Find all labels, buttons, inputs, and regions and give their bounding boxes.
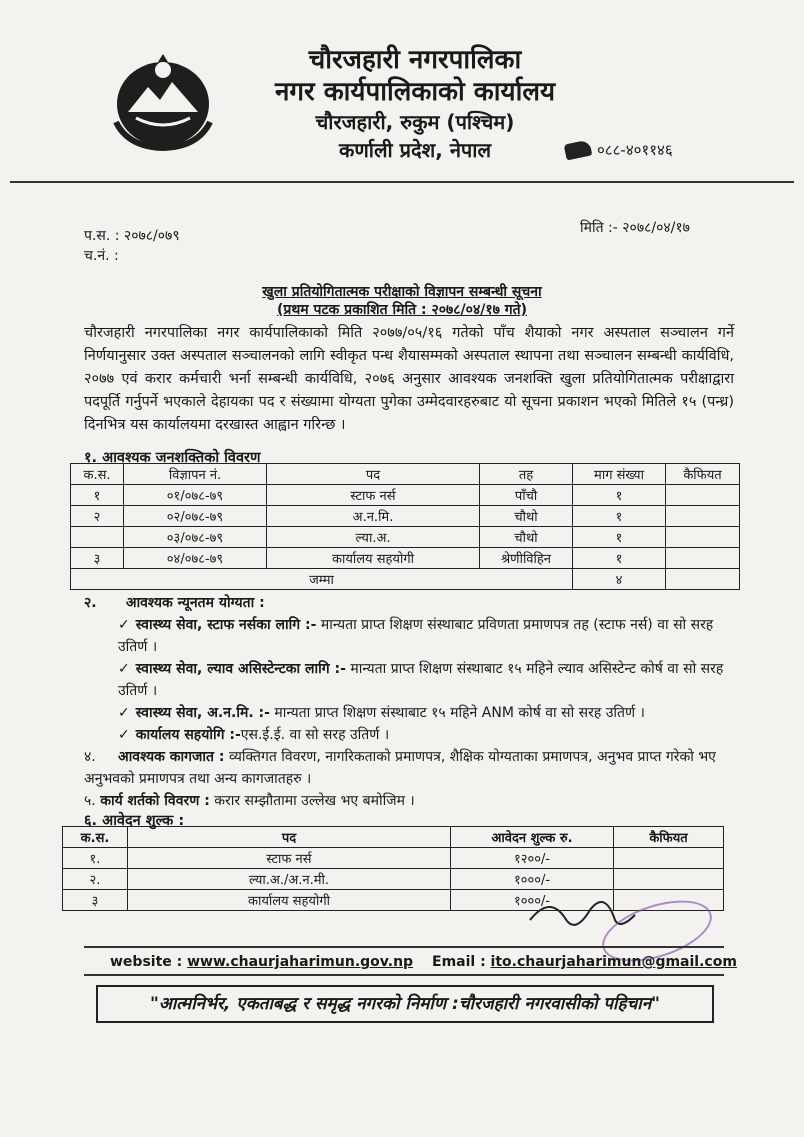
total-value: ४ — [573, 569, 666, 590]
table-header-row — [63, 827, 724, 848]
table-cell: ३ — [63, 890, 128, 911]
table-row — [71, 485, 740, 506]
table-header: विज्ञापन नं. — [124, 464, 267, 485]
table-cell: पाँचौ — [480, 485, 573, 506]
table-cell: स्टाफ नर्स — [267, 485, 480, 506]
table-cell: १२००/- — [451, 848, 614, 869]
municipality-name: चौरजहारी नगरपालिका — [308, 45, 522, 75]
table-cell: १०००/- — [451, 869, 614, 890]
table-cell: १ — [573, 485, 666, 506]
table-cell: स्टाफ नर्स — [128, 848, 451, 869]
requirement-item: ✓ स्वास्थ्य सेवा, ल्याव असिस्टेन्टका लागि :- मान्यता प्राप्त शिक्षण संस्थाबाट १५ महिने ल्याव असिस्टेन्ट कोर्ष वा सो सरह उतिर्ण । — [118, 661, 724, 699]
table-cell: ०२/०७८-७९ — [124, 506, 267, 527]
table-cell — [666, 527, 740, 548]
table-header-row — [71, 464, 740, 485]
manpower-table — [70, 463, 740, 590]
table-cell: ल्या.अ./अ.न.मी. — [128, 869, 451, 890]
footer-divider — [84, 946, 724, 948]
table-cell: १ — [71, 485, 124, 506]
table-header: पद — [128, 827, 451, 848]
check-icon: ✓ — [118, 705, 130, 721]
notice-body: चौरजहारी नगरपालिका नगर कार्यपालिकाको मिति २०७७/०५/१६ गतेको पाँच शैयाको नगर अस्पताल सञ्चालन गर्ने निर्णयानुसार उक्त अस्पताल सञ्चालनको लागि स्वीकृत पन्ध शैयासम्मको अस्पताल स्थापना तथा सञ्चालन सम्बन्धी कार्यविधि, २०७७ एवं करार कर्मचारी भर्ना सम्बन्धी कार्यविधि, २०७६ अनुसार आवश्यक जनशक्ति खुला प्रतियोगितात्मक परीक्षाद्वारा पदपूर्ति गर्नुपर्ने भएकाले देहायका पद र संख्यामा योग्यता पुगेका उम्मेदवारहरुबाट यो सूचना प्रकाशन भएको मितिले १५ (पन्ध्र) दिनभित्र यस कार्यालयमा दरखास्त आह्वान गरिन्छ । — [84, 325, 734, 433]
table-cell — [71, 527, 124, 548]
province-name: कर्णाली प्रदेश, नेपाल — [338, 138, 492, 162]
table-cell: चौथो — [480, 527, 573, 548]
table-cell — [666, 485, 740, 506]
letter-number: प.स. : २०७८/०७९ — [84, 228, 180, 244]
table-row — [71, 548, 740, 569]
phone-number: ०८८-४०११४६ — [597, 141, 673, 159]
table-row — [63, 869, 724, 890]
table-cell — [614, 848, 724, 869]
notice-title: खुला प्रतियोगितात्मक परीक्षाको विज्ञापन सम्बन्धी सूचना — [262, 284, 542, 300]
table-header: तह — [480, 464, 573, 485]
section-6-heading: ६. आवेदन शुल्क : — [84, 813, 185, 829]
table-cell: १. — [63, 848, 128, 869]
table-cell: चौथो — [480, 506, 573, 527]
table-cell: १ — [573, 506, 666, 527]
header-divider — [10, 181, 794, 183]
table-total-row — [71, 569, 740, 590]
table-cell: कार्यालय सहयोगी — [267, 548, 480, 569]
table-header: आवेदन शुल्क रु. — [451, 827, 614, 848]
table-cell: १ — [573, 527, 666, 548]
office-location: चौरजहारी, रुकुम (पश्चिम) — [315, 110, 515, 134]
table-row — [63, 848, 724, 869]
requirement-item: ✓ कार्यालय सहयोगि :-एस.ई.ई. वा सो सरह उतिर्ण । — [118, 727, 390, 743]
table-header: कैफियत — [666, 464, 740, 485]
table-cell — [666, 569, 740, 590]
website-info: website : www.chaurjaharimun.gov.np — [110, 954, 414, 970]
table-row — [71, 527, 740, 548]
check-icon: ✓ — [118, 727, 130, 743]
phone-contact — [565, 140, 673, 160]
table-cell: ०१/०७८-७९ — [124, 485, 267, 506]
nepal-emblem-icon — [108, 52, 218, 152]
table-cell: ३ — [71, 548, 124, 569]
table-cell — [666, 548, 740, 569]
dispatch-number: च.नं. : — [84, 248, 119, 264]
check-icon: ✓ — [118, 661, 130, 677]
table-header: क.स. — [63, 827, 128, 848]
requirement-item: ✓ स्वास्थ्य सेवा, स्टाफ नर्सका लागि :- मान्यता प्राप्त शिक्षण संस्थाबाट प्रविणता प्रमाणपत्र तह (स्टाफ नर्स) वा सो सरह उतिर्ण । — [118, 617, 714, 655]
requirement-item: ✓ स्वास्थ्य सेवा, अ.न.मि. :- मान्यता प्राप्त शिक्षण संस्थाबाट १५ महिने ANM कोर्ष वा सो सरह उतिर्ण । — [118, 705, 645, 721]
table-cell: कार्यालय सहयोगी — [128, 890, 451, 911]
table-cell: १०००/- — [451, 890, 614, 911]
table-cell — [666, 506, 740, 527]
table-cell: ०३/०७८-७९ — [124, 527, 267, 548]
table-cell: श्रेणीविहिन — [480, 548, 573, 569]
municipality-slogan: "आत्मनिर्भर, एकताबद्ध र समृद्ध नगरको निर्माण :चौरजहारी नगरवासीको पहिचान" — [96, 985, 714, 1023]
table-header: कैफियत — [614, 827, 724, 848]
section-4: ४. आवश्यक कागजात : व्यक्तिगत विवरण, नागरिकताको प्रमाणपत्र, शैक्षिक योग्यताका प्रमाणपत्र, अनुभव प्राप्त गरेको भए अनुभवको प्रमाणपत्र तथा अन्य कागजातहरु । — [84, 749, 716, 787]
table-cell — [614, 869, 724, 890]
table-cell: १ — [573, 548, 666, 569]
table-cell: ल्या.अ. — [267, 527, 480, 548]
table-cell: ०४/०७८-७९ — [124, 548, 267, 569]
notice-subtitle: (प्रथम पटक प्रकाशित मिति : २०७८/०४/१७ गते) — [276, 302, 528, 318]
section-1-heading: १. आवश्यक जनशक्तिको विवरण — [84, 450, 261, 466]
website-link[interactable]: www.chaurjaharimun.gov.np — [187, 954, 414, 970]
table-cell: २ — [71, 506, 124, 527]
section-2-heading: २. आवश्यक न्यूनतम योग्यता : — [84, 595, 265, 611]
email-info: Email : ito.chaurjaharimun@gmail.com — [432, 954, 737, 970]
table-row — [71, 506, 740, 527]
table-header: पद — [267, 464, 480, 485]
office-header — [250, 44, 580, 164]
phone-icon — [564, 139, 593, 160]
table-cell: २. — [63, 869, 128, 890]
office-name: नगर कार्यपालिकाको कार्यालय — [274, 77, 556, 107]
table-cell: अ.न.मि. — [267, 506, 480, 527]
table-header: माग संख्या — [573, 464, 666, 485]
email-link[interactable]: ito.chaurjaharimun@gmail.com — [490, 954, 737, 970]
total-label: जम्मा — [71, 569, 573, 590]
footer-divider — [84, 974, 724, 976]
table-header: क.स. — [71, 464, 124, 485]
check-icon: ✓ — [118, 617, 130, 633]
section-5: ५. कार्य शर्तको विवरण : करार सम्झौतामा उल्लेख भए बमोजिम । — [84, 793, 415, 809]
letter-date: मिति :- २०७८/०४/१७ — [580, 220, 690, 236]
